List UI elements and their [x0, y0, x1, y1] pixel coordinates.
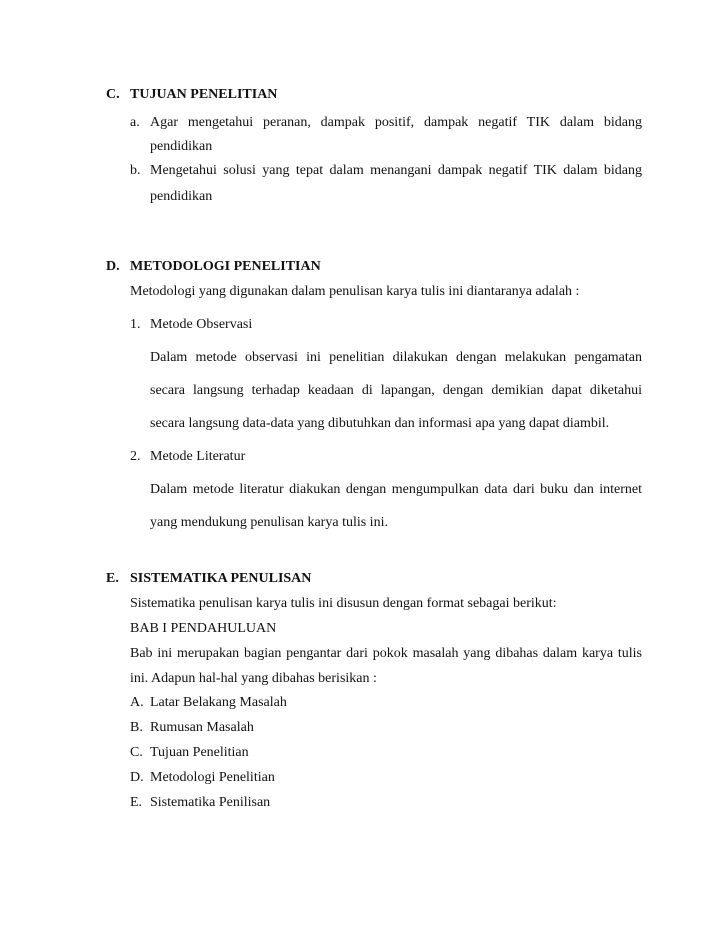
paragraph-line: yang mendukung penulisan karya tulis ini. [150, 515, 388, 530]
section-d-marker: D. [106, 259, 120, 274]
list-marker: b. [130, 163, 141, 178]
method-marker: 2. [130, 449, 141, 464]
outline-item: Metodologi Penelitian [150, 770, 275, 785]
list-item-text: pendidikan [150, 139, 213, 154]
method-title: Metode Literatur [150, 449, 246, 464]
paragraph-line: Dalam metode observasi ini penelitian dilakukan dengan melakukan pengamatan [150, 350, 642, 365]
section-e-heading: SISTEMATIKA PENULISAN [130, 571, 312, 586]
outline-marker: C. [130, 745, 143, 760]
method-title: Metode Observasi [150, 317, 253, 332]
section-e-intro: Sistematika penulisan karya tulis ini disusun dengan format sebagai berikut: [130, 596, 557, 611]
outline-item: Sistematika Penilisan [150, 795, 271, 810]
paragraph-line: ini. Adapun hal-hal yang dibahas berisikan : [130, 671, 377, 686]
outline-item: Latar Belakang Masalah [150, 695, 287, 710]
paragraph-line: secara langsung terhadap keadaan di lapangan, dengan demikian dapat diketahui [150, 383, 642, 398]
paragraph-line: Bab ini merupakan bagian pengantar dari pokok masalah yang dibahas dalam karya tulis [130, 646, 642, 661]
paragraph-line: Dalam metode literatur diakukan dengan mengumpulkan data dari buku dan internet [150, 482, 642, 497]
method-marker: 1. [130, 317, 141, 332]
section-d-heading: METODOLOGI PENELITIAN [130, 259, 321, 274]
outline-marker: E. [130, 795, 143, 810]
outline-marker: D. [130, 770, 144, 785]
outline-marker: B. [130, 720, 143, 735]
outline-item: Rumusan Masalah [150, 720, 254, 735]
outline-item: Tujuan Penelitian [150, 745, 249, 760]
section-c-marker: C. [106, 87, 120, 102]
outline-marker: A. [130, 695, 144, 710]
section-c-heading: TUJUAN PENELITIAN [130, 87, 278, 102]
chapter-title: BAB I PENDAHULUAN [130, 621, 277, 636]
paragraph-line: secara langsung data-data yang dibutuhkan dan informasi apa yang dapat diambil. [150, 416, 610, 431]
list-marker: a. [130, 115, 140, 130]
section-d-intro: Metodologi yang digunakan dalam penulisan karya tulis ini diantaranya adalah : [130, 284, 580, 299]
list-item-text: pendidikan [150, 189, 213, 204]
section-e-marker: E. [106, 571, 119, 586]
list-item-text: Agar mengetahui peranan, dampak positif, dampak negatif TIK dalam bidang [150, 115, 642, 130]
list-item-text: Mengetahui solusi yang tepat dalam menangani dampak negatif TIK dalam bidang [150, 163, 642, 178]
